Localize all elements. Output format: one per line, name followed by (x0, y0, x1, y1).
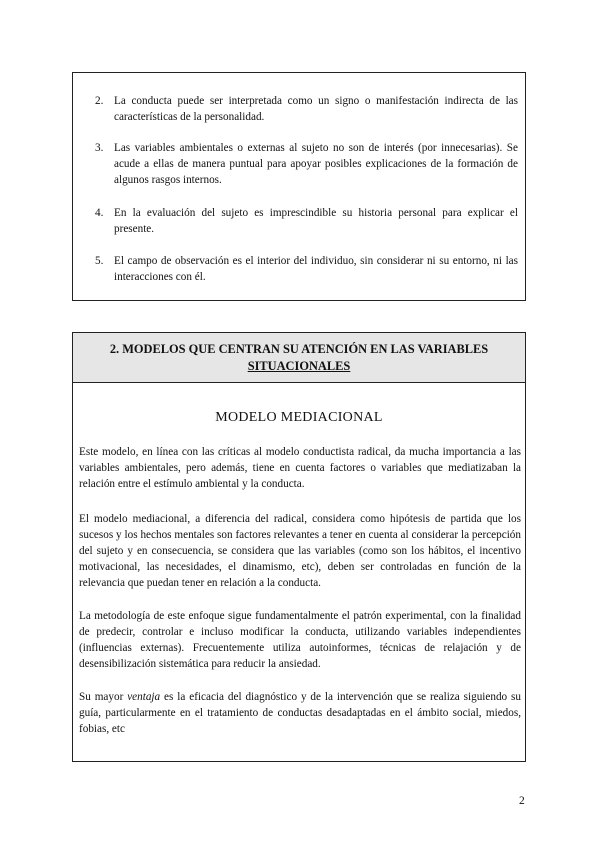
paragraph-4 (79, 689, 521, 737)
list-text: En la evaluación del sujeto es imprescindible su historia personal para explicar el presente. (114, 207, 518, 235)
list-item (95, 205, 518, 237)
paragraph-3: La metodología de este enfoque sigue fundamentalmente el patrón experimental, con la finalidad de predecir, controlar e incluso modificar la conducta, utilizando variables independientes (influencias externas). Frecuentemente utiliza autoinformes, técnicas de relajación y de desensibilización sistemática para reducir la ansiedad. (79, 610, 521, 670)
list-text: El campo de observación es el interior del individuo, sin considerar ni su entorno, ni las interacciones con él. (114, 255, 518, 283)
list-number: 5. (95, 255, 104, 267)
paragraph-2: El modelo mediacional, a diferencia del radical, considera como hipótesis de partida que los sucesos y los hechos mentales son factores relevantes a tener en cuenta al considerar la percepción del sujeto y en consecuencia, se considera que las variables (como son los hábitos, el incentivo motivacional, las necesidades, el dinamismo, etc), deben ser controladas en función de la relevancia que puedan tener en relación a la conducta. (79, 513, 521, 589)
page-number: 2 (519, 795, 525, 807)
section-heading-line1: 2. MODELOS QUE CENTRAN SU ATENCIÓN EN LAS VARIABLES (109, 342, 489, 356)
paragraph-4-start: Su mayor (79, 691, 128, 703)
paragraph-4-end: es la eficacia del diagnóstico y de la intervención que se realiza siguiendo su guía, particularmente en el tratamiento de conductas desadaptadas en el ámbito social, miedos, fobias, etc (79, 691, 521, 735)
paragraph-1: Este modelo, en línea con las críticas al modelo conductista radical, da mucha importancia a las variables ambientales, pero además, tiene en cuenta factores o variables que mediatizaban la relación entre el estímulo ambiental y la conducta. (79, 446, 521, 490)
list-text: Las variables ambientales o externas al sujeto no son de interés (por innecesarias). Se acude a ellas de manera puntual para apoyar posibles explicaciones de la formación de algunos rasgos internos. (114, 142, 518, 186)
list-item (95, 140, 518, 188)
list-number: 3. (95, 142, 104, 154)
list-number: 4. (95, 207, 104, 219)
list-text: La conducta puede ser interpretada como un signo o manifestación indirecta de las características de la personalidad. (114, 95, 518, 123)
section-box (72, 332, 526, 762)
numbered-list-box (72, 72, 526, 301)
section-heading (73, 333, 525, 383)
paragraph-4-emphasis: ventaja (127, 691, 161, 703)
list-item (95, 253, 518, 285)
model-subtitle: MODELO MEDIACIONAL (215, 410, 383, 425)
list-item (95, 93, 518, 125)
list-number: 2. (95, 95, 104, 107)
section-heading-line2: SITUACIONALES (247, 359, 351, 373)
